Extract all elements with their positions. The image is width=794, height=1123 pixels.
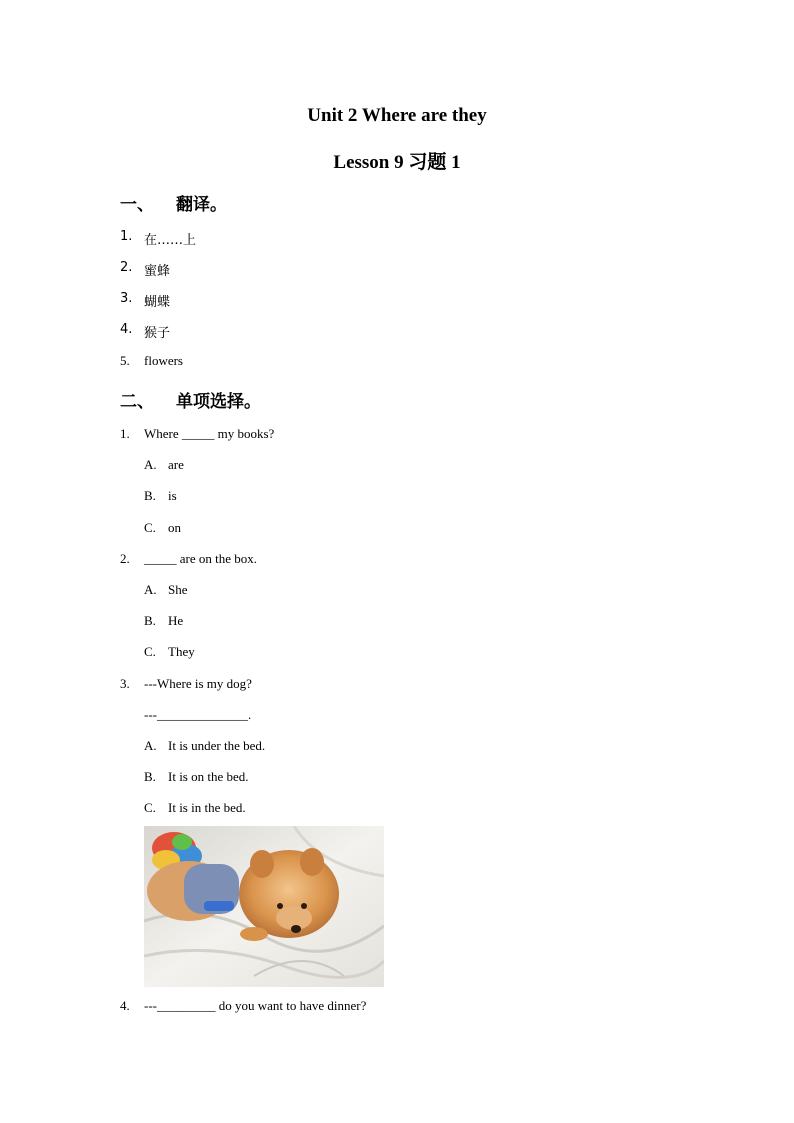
lesson-subtitle: Lesson 9 习题 1 bbox=[333, 152, 461, 173]
section-translate-heading bbox=[120, 190, 227, 215]
section-label: 单项选择。 bbox=[176, 392, 261, 412]
answer-line: ---______________. bbox=[144, 707, 252, 722]
dog-on-bed-photo bbox=[144, 826, 384, 987]
section-number: 一、 bbox=[120, 195, 154, 215]
document-title: Unit 2 Where are they bbox=[307, 105, 487, 126]
section-choice-heading bbox=[120, 387, 261, 412]
section-label: 翻译。 bbox=[176, 195, 227, 215]
section-number: 二、 bbox=[120, 392, 154, 412]
